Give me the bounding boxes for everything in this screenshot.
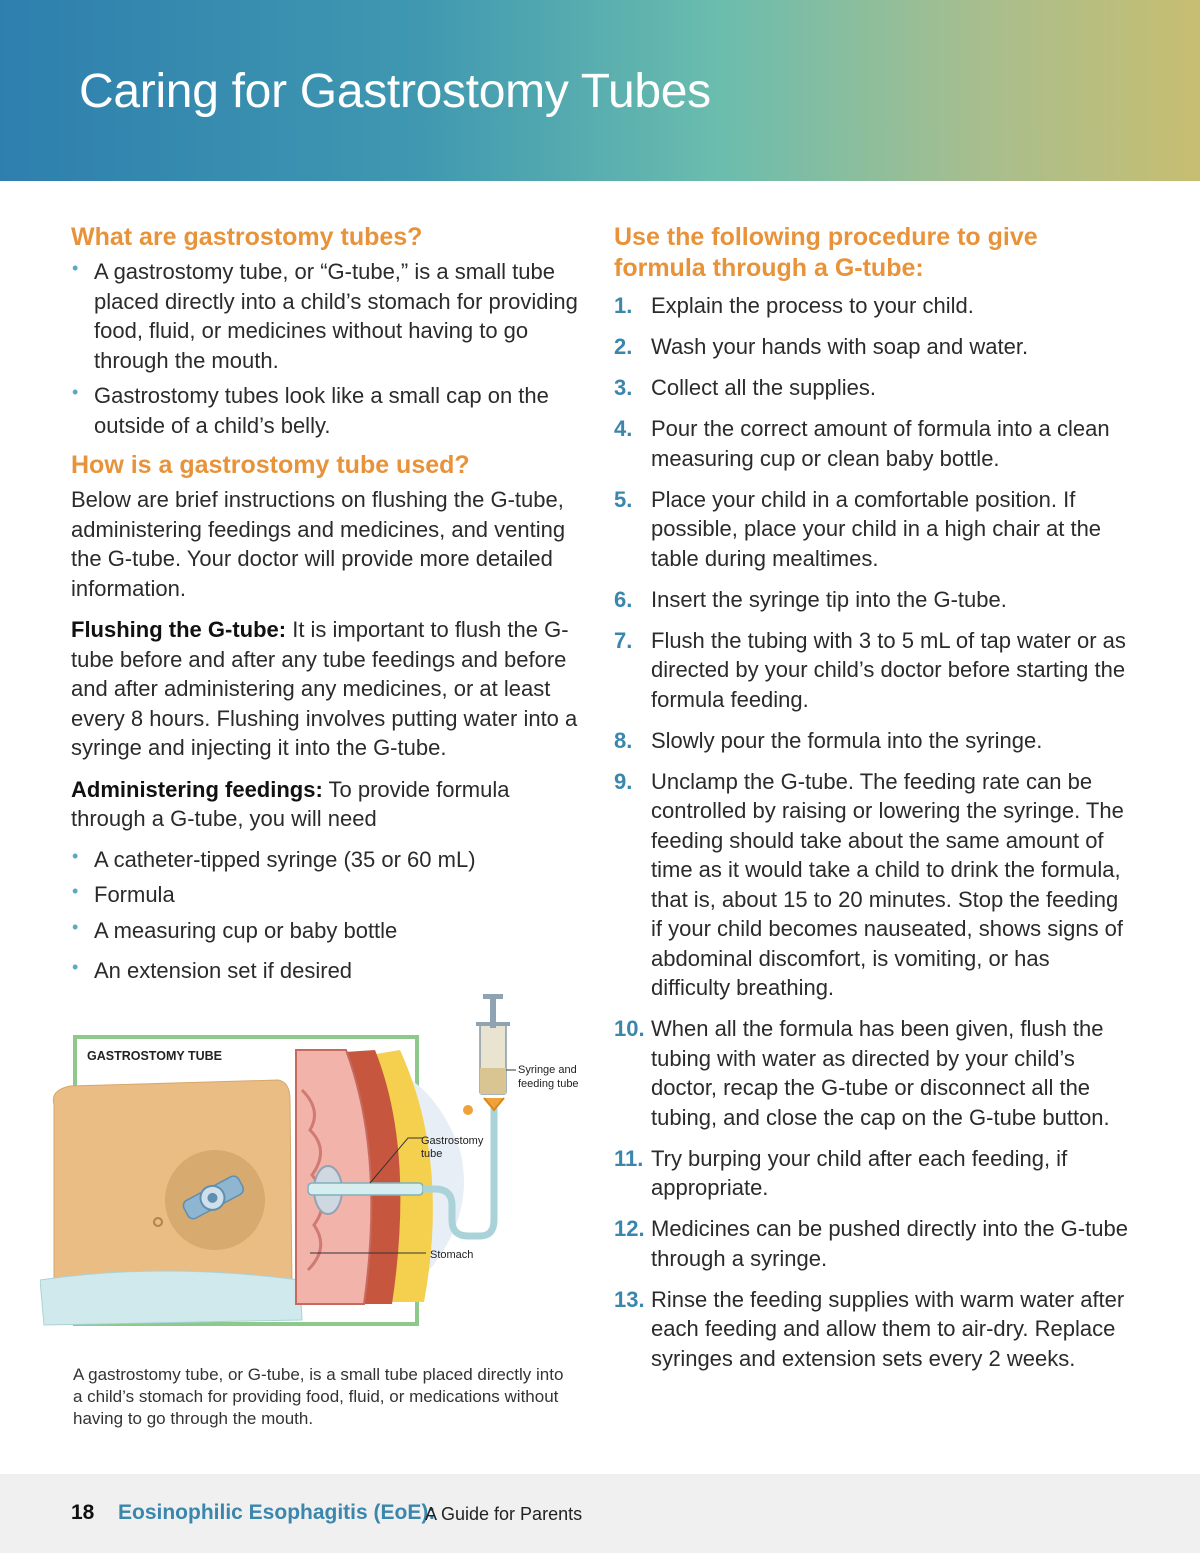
footer-title: Eosinophilic Esophagitis (EoE): — [118, 1501, 436, 1524]
gastrostomy-tube-illustration — [40, 990, 600, 1335]
how-intro-paragraph: Below are brief instructions on flushing the G-tube, administering feedings and medicines, and venting the G-tube. Your doctor will provide more detailed information. — [71, 487, 566, 601]
list-item — [614, 585, 1134, 615]
syringe-formula — [480, 1068, 506, 1094]
y-connector — [484, 1098, 504, 1110]
list-item: • A measuring cup or baby bottle — [71, 916, 586, 946]
stomach-label: Stomach — [430, 1249, 474, 1261]
step-number: 2. — [614, 334, 633, 359]
page-footer — [0, 1474, 1200, 1553]
page-title: Caring for Gastrostomy Tubes — [79, 65, 711, 118]
step-text: Pour the correct amount of formula into a clean measuring cup or clean baby bottle. — [651, 416, 1110, 471]
syringe-plunger-head — [483, 994, 503, 999]
feedings-paragraph — [71, 775, 586, 834]
flushing-paragraph — [71, 615, 586, 763]
feedings-label: Administering feedings: — [71, 776, 323, 802]
step-text: Collect all the supplies. — [651, 375, 877, 400]
tube-label-line2: tube — [421, 1148, 443, 1160]
step-text: Unclamp the G-tube. The feeding rate can be controlled by raising or lowering the syringe. The feeding should take about the same amount of time as it would take a child to drink the formula, that is, about 15 to 20 minutes. Stop the feeding if your child becomes nauseated, shows signs of abdominal discomfort, is vomiting, or has difficulty breathing. — [651, 768, 1124, 1000]
list-item — [614, 626, 1134, 715]
step-text: Wash your hands with soap and water. — [651, 334, 1029, 359]
syringe-label-line2: feeding tube — [518, 1078, 579, 1090]
step-text: Insert the syringe tip into the G-tube. — [651, 586, 1007, 612]
gastrostomy-tube — [308, 1183, 423, 1195]
right-column — [614, 222, 1134, 1373]
clamp — [463, 1105, 473, 1115]
step-number: 13. — [614, 1286, 645, 1312]
step-number: 10. — [614, 1016, 645, 1041]
step-text: Rinse the feeding supplies with warm water after each feeding and allow them to air-dry. Replace syringes and extension sets every 2 weeks. — [651, 1286, 1125, 1371]
step-number: 12. — [614, 1216, 645, 1241]
list-item — [614, 767, 1134, 1003]
step-text: Flush the tubing with 3 to 5 mL of tap water or as directed by your child’s doctor before starting the formula feeding. — [651, 627, 1126, 712]
list-item — [614, 291, 1134, 321]
step-text: When all the formula has been given, flush the tubing with water as directed by your child’s doctor, recap the G-tube or disconnect all the tubing, and close the cap on the G-tube button. — [651, 1016, 1110, 1130]
step-number: 1. — [614, 293, 633, 318]
step-text: Try burping your child after each feeding, if appropriate. — [651, 1145, 1068, 1200]
tube-label-line1: Gastrostomy — [421, 1135, 484, 1147]
what-bullet-list — [71, 257, 586, 440]
step-text: Slowly pour the formula into the syringe. — [651, 727, 1043, 753]
supplies-bullet-list — [71, 845, 586, 986]
list-item — [614, 1285, 1134, 1374]
step-number: 5. — [614, 486, 633, 512]
diaper-edge — [40, 1271, 302, 1325]
step-text: Place your child in a comfortable position. If possible, place your child in a high chair at the table during mealtimes. — [651, 486, 1102, 571]
list-item: • A gastrostomy tube, or “G-tube,” is a small tube placed directly into a child’s stomach for providing food, fluid, or medicines without having to go through the mouth. — [71, 257, 586, 375]
section-heading-what: What are gastrostomy tubes? — [71, 223, 423, 251]
list-item: • Formula — [71, 880, 586, 910]
list-item — [614, 1214, 1134, 1273]
step-number: 11. — [614, 1145, 644, 1171]
step-number: 7. — [614, 627, 633, 653]
list-item — [614, 1144, 1134, 1203]
footer-subtitle: A Guide for Parents — [425, 1504, 583, 1524]
figure-title: GASTROSTOMY TUBE — [87, 1049, 222, 1063]
procedure-steps — [614, 291, 1134, 1373]
list-item: • An extension set if desired — [71, 956, 586, 986]
flushing-label: Flushing the G-tube: — [71, 617, 287, 642]
list-item: • Gastrostomy tubes look like a small cap on the outside of a child’s belly. — [71, 381, 586, 440]
page-number: 18 — [71, 1501, 95, 1524]
list-item — [614, 414, 1134, 473]
step-number: 4. — [614, 416, 633, 441]
step-number: 3. — [614, 375, 633, 400]
list-item — [614, 1014, 1134, 1132]
page-header — [0, 0, 1200, 181]
step-number: 8. — [614, 727, 633, 753]
step-number: 9. — [614, 768, 633, 794]
step-number: 6. — [614, 586, 633, 612]
list-item: • A catheter-tipped syringe (35 or 60 mL) — [71, 845, 586, 875]
figure-caption: A gastrostomy tube, or G-tube, is a small tube placed directly into a child’s stomach for providing food, fluid, or medications without having to go through the mouth. — [73, 1365, 564, 1428]
step-text: Explain the process to your child. — [651, 293, 974, 318]
list-item — [614, 332, 1134, 362]
flushing-text: It is important to flush the G-tube before and after any tube feedings and before and after administering any medicines, or at least every 8 hours. Flushing involves putting water into a syringe and injecting it into the G-tube. — [71, 617, 578, 760]
section-heading-how: How is a gastrostomy tube used? — [71, 451, 470, 479]
list-item — [614, 373, 1134, 403]
syringe-label-line1: Syringe and — [518, 1064, 577, 1076]
list-item — [614, 485, 1134, 574]
step-text: Medicines can be pushed directly into the G-tube through a syringe. — [651, 1216, 1128, 1271]
syringe-flange — [476, 1022, 510, 1026]
left-column — [71, 222, 586, 986]
feedings-text: To provide formula through a G-tube, you will need — [71, 776, 510, 831]
procedure-heading: Use the following procedure to give formula through a G-tube: — [614, 223, 1038, 282]
list-item — [614, 726, 1134, 756]
